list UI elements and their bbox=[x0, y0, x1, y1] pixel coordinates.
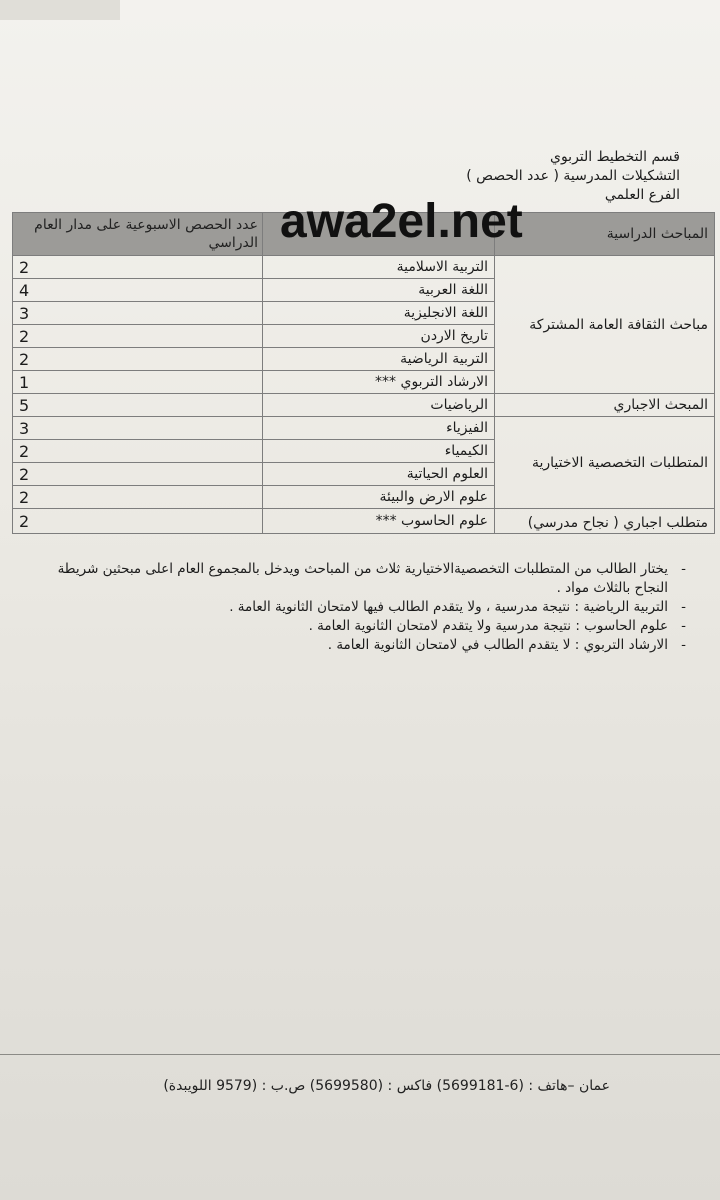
department-title: قسم التخطيط التربوي bbox=[549, 149, 680, 165]
watermark: awa2el.net bbox=[280, 195, 523, 248]
subject-cell: علوم الحاسوب *** bbox=[263, 509, 495, 534]
notes-list bbox=[46, 560, 686, 655]
subject-cell: التربية الرياضية bbox=[263, 348, 495, 371]
area-cell: مباحث الثقافة العامة المشتركة bbox=[495, 256, 715, 394]
table-row bbox=[13, 509, 715, 534]
table-row bbox=[13, 417, 715, 440]
schedule-table bbox=[12, 212, 715, 534]
subject-cell: تاريخ الاردن bbox=[263, 325, 495, 348]
subject-cell: الارشاد التربوي *** bbox=[263, 371, 495, 394]
count-cell: 3 bbox=[13, 302, 263, 325]
header-count: عدد الحصص الاسبوعية على مدار العام الدراسي bbox=[13, 213, 263, 256]
subject-cell: اللغة العربية bbox=[263, 279, 495, 302]
branch-title: الفرع العلمي bbox=[604, 187, 680, 203]
count-cell: 1 bbox=[13, 371, 263, 394]
footer-contact: عمان –هاتف : (6-5699181) فاكس : (5699580) ص.ب : (9579 اللويبدة) bbox=[163, 1078, 610, 1094]
table-row bbox=[13, 256, 715, 279]
count-cell: 2 bbox=[13, 256, 263, 279]
note-item: - التربية الرياضية : نتيجة مدرسية ، ولا يتقدم الطالب فيها لامتحان الثانوية العامة . bbox=[46, 598, 686, 617]
count-cell: 3 bbox=[13, 417, 263, 440]
count-cell: 2 bbox=[13, 509, 263, 534]
area-cell: المتطلبات التخصصية الاختيارية bbox=[495, 417, 715, 509]
subject-cell: التربية الاسلامية bbox=[263, 256, 495, 279]
subject-cell: الرياضيات bbox=[263, 394, 495, 417]
count-cell: 2 bbox=[13, 325, 263, 348]
document-subtitle: التشكيلات المدرسية ( عدد الحصص ) bbox=[466, 168, 680, 184]
table-row bbox=[13, 394, 715, 417]
count-cell: 4 bbox=[13, 279, 263, 302]
subject-cell: الكيمياء bbox=[263, 440, 495, 463]
subject-cell: العلوم الحياتية bbox=[263, 463, 495, 486]
note-item: - يختار الطالب من المتطلبات التخصصيةالاختيارية ثلاث من المباحث ويدخل بالمجموع العام اعلى مبحثين شريطة النجاح بالثلاث مواد . bbox=[46, 560, 686, 598]
footer-divider bbox=[0, 1054, 720, 1055]
count-cell: 2 bbox=[13, 463, 263, 486]
count-cell: 5 bbox=[13, 394, 263, 417]
area-cell: المبحث الاجباري bbox=[495, 394, 715, 417]
count-cell: 2 bbox=[13, 348, 263, 371]
subject-cell: علوم الارض والبيئة bbox=[263, 486, 495, 509]
count-cell: 2 bbox=[13, 440, 263, 463]
subject-cell: اللغة الانجليزية bbox=[263, 302, 495, 325]
subject-cell: الفيزياء bbox=[263, 417, 495, 440]
note-item: - الارشاد التربوي : لا يتقدم الطالب في لامتحان الثانوية العامة . bbox=[46, 636, 686, 655]
page-corner-shadow bbox=[0, 0, 120, 20]
note-item: - علوم الحاسوب : نتيجة مدرسية ولا يتقدم لامتحان الثانوية العامة . bbox=[46, 617, 686, 636]
header-area: المباحث الدراسية bbox=[495, 213, 715, 256]
area-cell: متطلب اجباري ( نجاح مدرسي) bbox=[495, 509, 715, 534]
count-cell: 2 bbox=[13, 486, 263, 509]
